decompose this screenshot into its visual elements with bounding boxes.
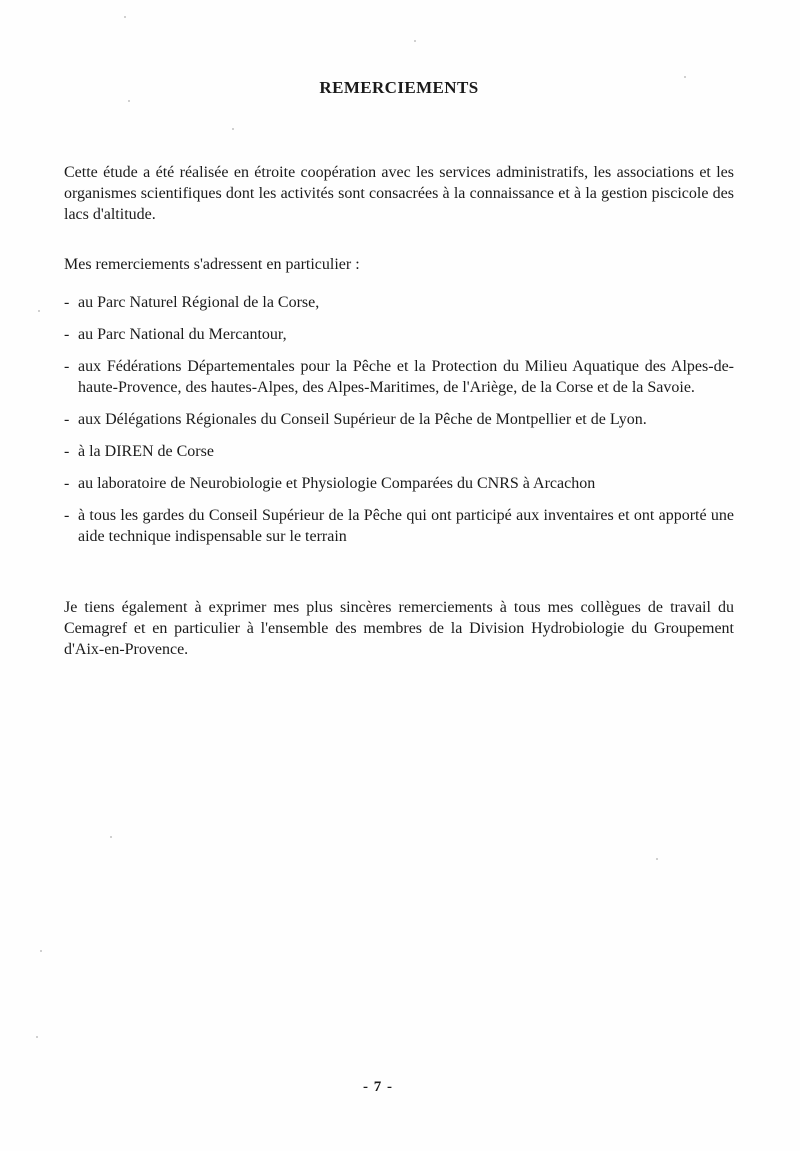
scan-speck (128, 100, 130, 102)
dash-marker: - (64, 358, 70, 375)
list-item (64, 356, 734, 398)
scan-speck (38, 310, 40, 312)
dash-marker: - (64, 507, 70, 524)
intro-paragraph: Cette étude a été réalisée en étroite coopération avec les services administratifs, les associations et les organismes scientifiques dont les activités sont consacrées à la connaissance et à la gestion piscicole des lacs d'altitude. (64, 164, 734, 223)
list-item (64, 409, 734, 430)
list-item (64, 292, 734, 313)
list-item (64, 505, 734, 547)
closing-paragraph: Je tiens également à exprimer mes plus sincères remerciements à tous mes collègues de travail du Cemagref et en particulier à l'ensemble des membres de la Division Hydrobiologie du Groupement d'Aix-en-Provence. (64, 599, 734, 658)
scan-speck (36, 1036, 38, 1038)
scan-speck (414, 40, 416, 42)
lead-paragraph: Mes remerciements s'adressent en particulier : (64, 256, 360, 273)
scan-speck (110, 836, 112, 838)
scan-speck (124, 16, 126, 18)
scan-speck (656, 858, 658, 860)
dash-marker: - (64, 326, 70, 343)
dash-marker: - (64, 475, 70, 492)
list-item-text: aux Délégations Régionales du Conseil Supérieur de la Pêche de Montpellier et de Lyon. (78, 411, 647, 428)
dash-marker: - (64, 411, 70, 428)
list-item (64, 441, 734, 462)
list-item-text: à la DIREN de Corse (78, 443, 214, 460)
page-title: REMERCIEMENTS (319, 78, 479, 97)
list-item-text: à tous les gardes du Conseil Supérieur de la Pêche qui ont participé aux inventaires et ont apporté une aide technique indispensable sur le terrain (78, 507, 734, 545)
list-item-text: aux Fédérations Départementales pour la Pêche et la Protection du Milieu Aquatique des Alpes-de-haute-Provence, des hautes-Alpes, des Alpes-Maritimes, de l'Ariège, de la Corse et de la Savoie. (78, 358, 734, 396)
scan-speck (684, 76, 686, 78)
list-item-text: au Parc Naturel Régional de la Corse, (78, 294, 320, 311)
acknowledgment-list (64, 292, 734, 547)
scan-speck (232, 128, 234, 130)
list-item-text: au Parc National du Mercantour, (78, 326, 287, 343)
list-item (64, 324, 734, 345)
list-item-text: au laboratoire de Neurobiologie et Physiologie Comparées du CNRS à Arcachon (78, 475, 596, 492)
dash-marker: - (64, 294, 70, 311)
page-content (0, 78, 800, 660)
scan-speck (40, 950, 42, 952)
dash-marker: - (64, 443, 70, 460)
list-item (64, 473, 734, 494)
page-number: - 7 - (363, 1079, 393, 1095)
